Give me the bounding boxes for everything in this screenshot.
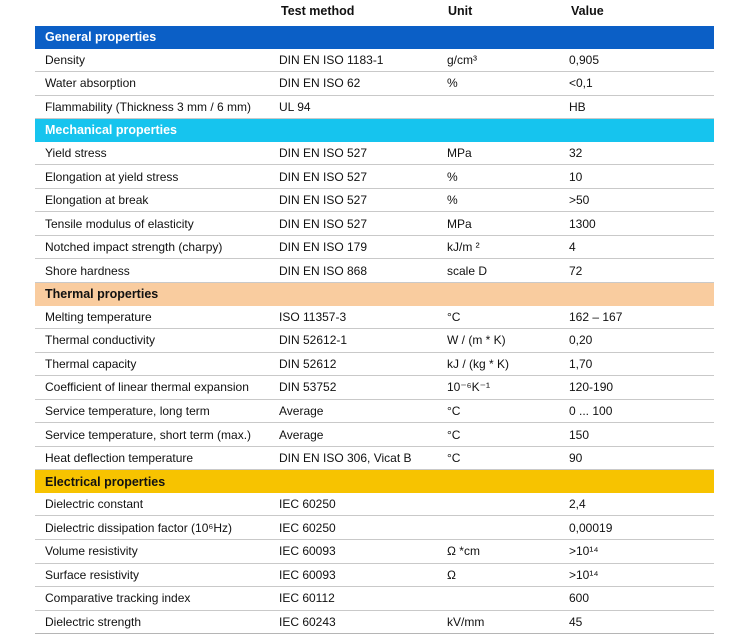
test-method: IEC 60250 xyxy=(279,516,447,540)
property-name: Thermal conductivity xyxy=(35,329,279,353)
value: 0 ... 100 xyxy=(569,399,714,423)
test-method: DIN EN ISO 179 xyxy=(279,235,447,259)
table-row xyxy=(35,587,714,611)
test-method: DIN EN ISO 1183-1 xyxy=(279,49,447,72)
table-row xyxy=(35,49,714,72)
property-name: Notched impact strength (charpy) xyxy=(35,235,279,259)
unit xyxy=(447,493,569,516)
section-title: Mechanical properties xyxy=(35,119,714,142)
value: <0,1 xyxy=(569,72,714,96)
property-name: Yield stress xyxy=(35,142,279,165)
property-name: Comparative tracking index xyxy=(35,587,279,611)
test-method: DIN 53752 xyxy=(279,376,447,400)
unit: Ω xyxy=(447,563,569,587)
unit: scale D xyxy=(447,259,569,283)
table-row xyxy=(35,563,714,587)
property-name: Volume resistivity xyxy=(35,540,279,564)
value: >10¹⁴ xyxy=(569,563,714,587)
test-method: Average xyxy=(279,399,447,423)
test-method: UL 94 xyxy=(279,95,447,119)
unit: MPa xyxy=(447,212,569,236)
test-method: IEC 60093 xyxy=(279,540,447,564)
table-row xyxy=(35,72,714,96)
value: 4 xyxy=(569,235,714,259)
section-header xyxy=(35,470,714,493)
value: >50 xyxy=(569,188,714,212)
unit: 10⁻⁶K⁻¹ xyxy=(447,376,569,400)
unit: Ω *cm xyxy=(447,540,569,564)
table-row xyxy=(35,188,714,212)
properties-table xyxy=(35,26,714,634)
test-method: DIN EN ISO 527 xyxy=(279,212,447,236)
test-method: IEC 60243 xyxy=(279,610,447,634)
value: 150 xyxy=(569,423,714,447)
value: >10¹⁴ xyxy=(569,540,714,564)
section-header xyxy=(35,283,714,306)
value: 10 xyxy=(569,165,714,189)
test-method: DIN EN ISO 527 xyxy=(279,188,447,212)
property-name: Density xyxy=(35,49,279,72)
unit: °C xyxy=(447,423,569,447)
table-row xyxy=(35,306,714,329)
section-title: Thermal properties xyxy=(35,283,714,306)
property-name: Service temperature, short term (max.) xyxy=(35,423,279,447)
test-method: DIN EN ISO 306, Vicat B xyxy=(279,446,447,470)
test-method: DIN EN ISO 527 xyxy=(279,165,447,189)
table-row xyxy=(35,352,714,376)
table-row xyxy=(35,165,714,189)
header-value: Value xyxy=(571,4,604,18)
value: 120-190 xyxy=(569,376,714,400)
table-row xyxy=(35,212,714,236)
test-method: IEC 60250 xyxy=(279,493,447,516)
table-row xyxy=(35,540,714,564)
property-name: Tensile modulus of elasticity xyxy=(35,212,279,236)
value: 0,00019 xyxy=(569,516,714,540)
test-method: IEC 60112 xyxy=(279,587,447,611)
property-name: Coefficient of linear thermal expansion xyxy=(35,376,279,400)
section-header xyxy=(35,26,714,49)
value: 2,4 xyxy=(569,493,714,516)
test-method: DIN EN ISO 527 xyxy=(279,142,447,165)
unit xyxy=(447,95,569,119)
property-name: Shore hardness xyxy=(35,259,279,283)
value: 32 xyxy=(569,142,714,165)
column-header-row xyxy=(0,0,749,26)
unit: °C xyxy=(447,399,569,423)
unit: % xyxy=(447,188,569,212)
table-row xyxy=(35,235,714,259)
value: 1,70 xyxy=(569,352,714,376)
section-title: Electrical properties xyxy=(35,470,714,493)
table-row xyxy=(35,95,714,119)
unit: % xyxy=(447,165,569,189)
table-row xyxy=(35,516,714,540)
property-name: Flammability (Thickness 3 mm / 6 mm) xyxy=(35,95,279,119)
unit: MPa xyxy=(447,142,569,165)
property-name: Melting temperature xyxy=(35,306,279,329)
property-name: Elongation at break xyxy=(35,188,279,212)
unit: % xyxy=(447,72,569,96)
table-row xyxy=(35,142,714,165)
unit: °C xyxy=(447,306,569,329)
property-name: Dielectric constant xyxy=(35,493,279,516)
unit: °C xyxy=(447,446,569,470)
value: 45 xyxy=(569,610,714,634)
table-row xyxy=(35,399,714,423)
value: 0,20 xyxy=(569,329,714,353)
table-row xyxy=(35,446,714,470)
table-row xyxy=(35,329,714,353)
value: HB xyxy=(569,95,714,119)
value: 1300 xyxy=(569,212,714,236)
section-header xyxy=(35,119,714,142)
section-title: General properties xyxy=(35,26,714,49)
unit: kJ / (kg * K) xyxy=(447,352,569,376)
property-name: Thermal capacity xyxy=(35,352,279,376)
property-name: Heat deflection temperature xyxy=(35,446,279,470)
table-row xyxy=(35,259,714,283)
table-row xyxy=(35,610,714,634)
value: 162 – 167 xyxy=(569,306,714,329)
test-method: DIN 52612 xyxy=(279,352,447,376)
unit: kJ/m ² xyxy=(447,235,569,259)
unit xyxy=(447,516,569,540)
property-name: Elongation at yield stress xyxy=(35,165,279,189)
header-unit: Unit xyxy=(448,4,473,18)
unit: W / (m * K) xyxy=(447,329,569,353)
property-name: Dielectric dissipation factor (10⁶Hz) xyxy=(35,516,279,540)
unit xyxy=(447,587,569,611)
test-method: ISO 11357-3 xyxy=(279,306,447,329)
unit: kV/mm xyxy=(447,610,569,634)
value: 0,905 xyxy=(569,49,714,72)
unit: g/cm³ xyxy=(447,49,569,72)
test-method: IEC 60093 xyxy=(279,563,447,587)
test-method: DIN 52612-1 xyxy=(279,329,447,353)
test-method: Average xyxy=(279,423,447,447)
property-name: Surface resistivity xyxy=(35,563,279,587)
table-row xyxy=(35,493,714,516)
property-name: Service temperature, long term xyxy=(35,399,279,423)
header-test-method: Test method xyxy=(281,4,355,18)
table-row xyxy=(35,376,714,400)
value: 600 xyxy=(569,587,714,611)
test-method: DIN EN ISO 62 xyxy=(279,72,447,96)
table-row xyxy=(35,423,714,447)
test-method: DIN EN ISO 868 xyxy=(279,259,447,283)
value: 90 xyxy=(569,446,714,470)
property-name: Water absorption xyxy=(35,72,279,96)
property-name: Dielectric strength xyxy=(35,610,279,634)
value: 72 xyxy=(569,259,714,283)
